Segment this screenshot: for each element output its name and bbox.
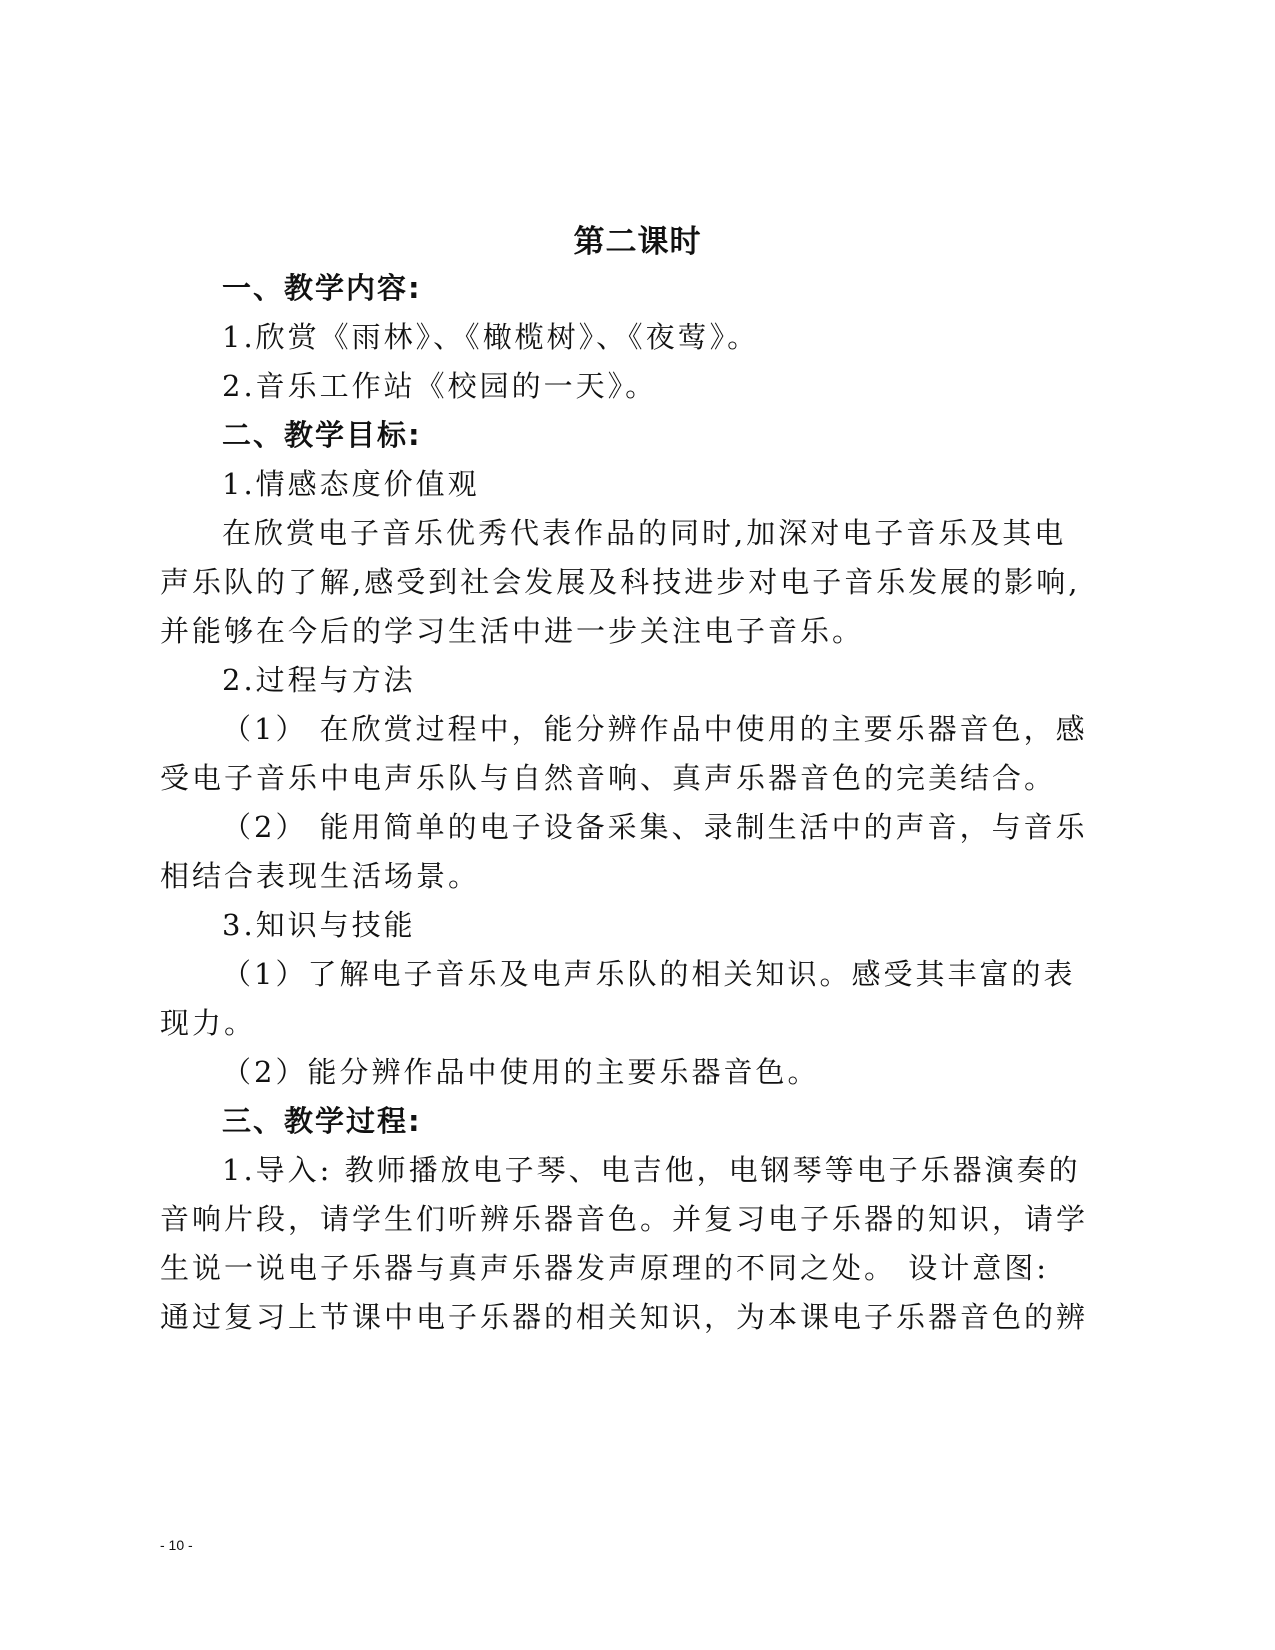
paragraph-line: 受电子音乐中电声乐队与自然音响、真声乐器音色的完美结合。	[160, 761, 1057, 795]
paragraph-line: （2）能分辨作品中使用的主要乐器音色。	[222, 1055, 820, 1089]
paragraph-line: （2） 能用简单的电子设备采集、录制生活中的声音，与音乐	[222, 810, 1088, 844]
section-heading-teaching-goals: 二、教学目标:	[222, 418, 422, 452]
goal-subheading-2: 2.过程与方法	[222, 663, 416, 697]
goal-subheading-3: 3.知识与技能	[222, 908, 416, 942]
page-number: - 10 -	[160, 1537, 193, 1553]
paragraph-line: 通过复习上节课中电子乐器的相关知识，为本课电子乐器音色的辨	[160, 1300, 1089, 1334]
lesson-title: 第二课时	[573, 224, 702, 260]
section-heading-teaching-process: 三、教学过程:	[222, 1104, 422, 1138]
paragraph-line: 相结合表现生活场景。	[160, 859, 481, 893]
paragraph-line: 在欣赏电子音乐优秀代表作品的同时,加深对电子音乐及其电	[222, 516, 1067, 550]
goal-subheading-1: 1.情感态度价值观	[222, 467, 480, 501]
paragraph-line: 声乐队的了解,感受到社会发展及科技进步对电子音乐发展的影响,	[160, 565, 1081, 599]
paragraph-line: 音响片段，请学生们听辨乐器音色。并复习电子乐器的知识，请学	[160, 1202, 1089, 1236]
content-item-1: 1.欣赏《雨林》、《橄榄树》、《夜莺》。	[222, 320, 760, 354]
paragraph-line: （1）了解电子音乐及电声乐队的相关知识。感受其丰富的表	[222, 957, 1076, 991]
content-item-2: 2.音乐工作站《校园的一天》。	[222, 369, 658, 403]
paragraph-line: （1） 在欣赏过程中，能分辨作品中使用的主要乐器音色，感	[222, 712, 1088, 746]
paragraph-line: 并能够在今后的学习生活中进一步关注电子音乐。	[160, 614, 865, 648]
paragraph-line: 生说一说电子乐器与真声乐器发声原理的不同之处。 设计意图:	[160, 1251, 1049, 1285]
paragraph-line: 现力。	[160, 1006, 257, 1040]
section-heading-teaching-content: 一、教学内容:	[222, 271, 422, 305]
paragraph-line: 1.导入: 教师播放电子琴、电吉他，电钢琴等电子乐器演奏的	[222, 1153, 1081, 1187]
